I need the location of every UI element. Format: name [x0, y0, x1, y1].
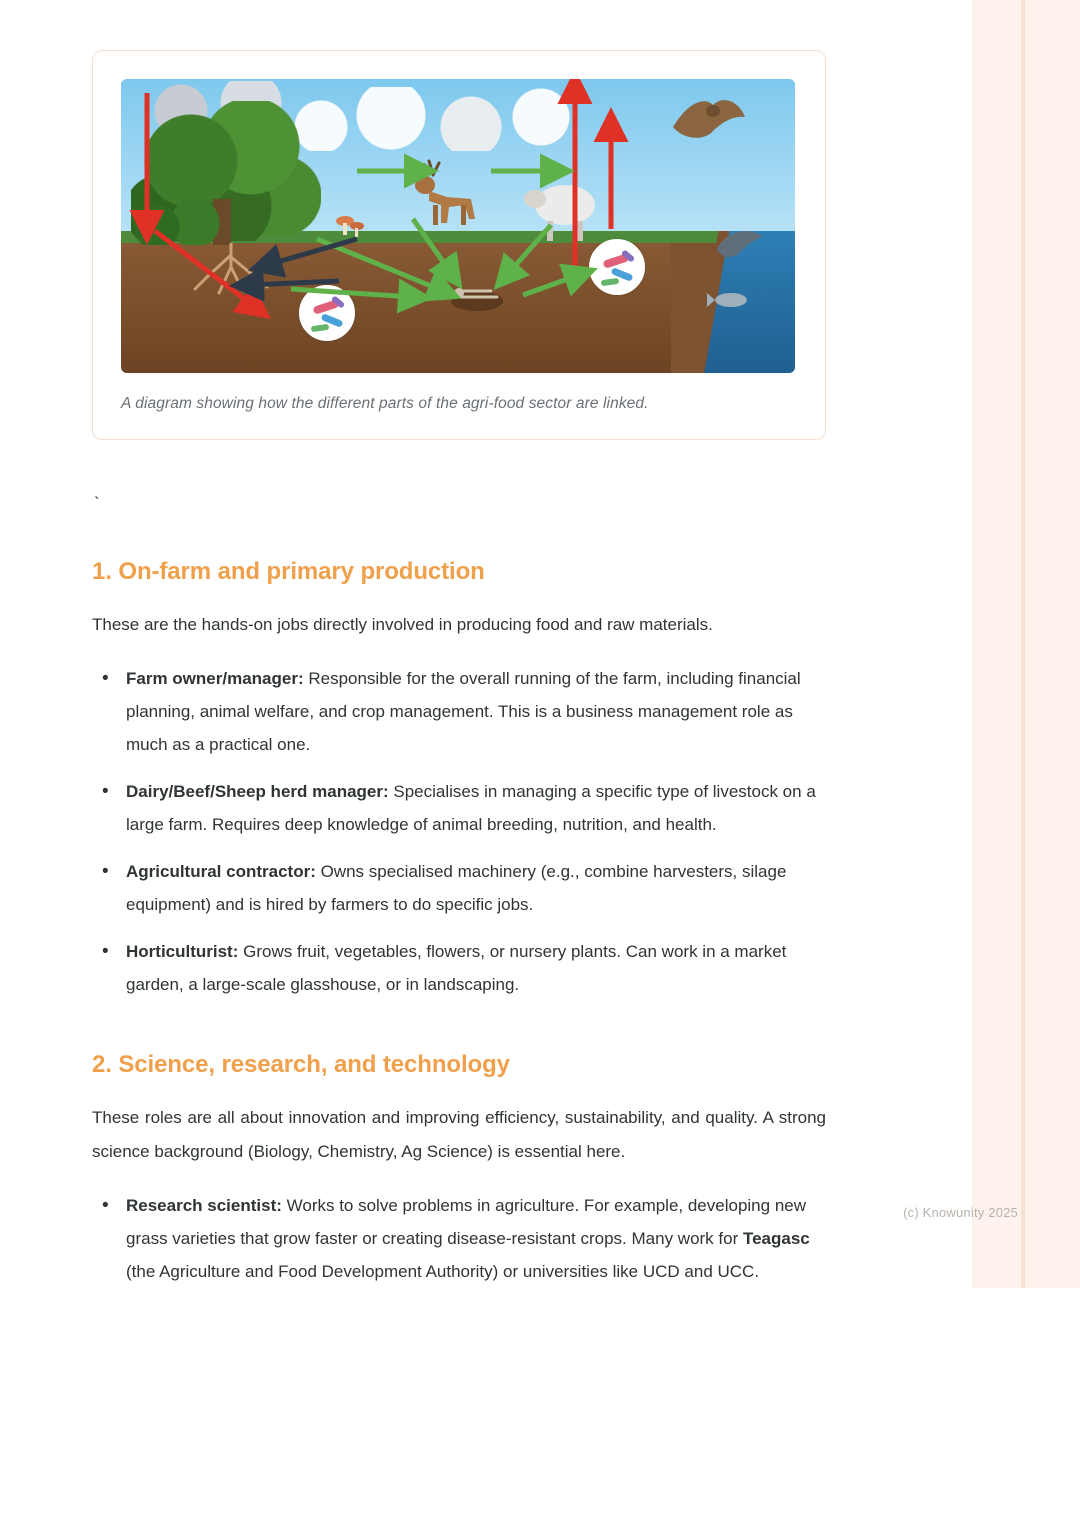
stray-backtick: ` — [94, 494, 100, 513]
section-heading-1: 1. On-farm and primary production — [92, 558, 485, 585]
list-item-text-after: (the Agriculture and Food Development Authority) or universities like UCD and UCC. — [126, 1262, 760, 1281]
list-item-term: Dairy/Beef/Sheep herd manager: — [126, 782, 389, 801]
section-intro-1: These are the hands-on jobs directly involved in producing food and raw materials. — [92, 615, 713, 634]
list-item-term: Agricultural contractor: — [126, 862, 316, 881]
diagram-arrows — [121, 79, 795, 373]
list-item — [126, 855, 826, 921]
list-item-text: Owns specialised machinery (e.g., combine harvesters, silage equipment) and is hired by farmers to do specific jobs. — [126, 862, 787, 914]
list-item — [126, 935, 826, 1001]
list-item-term: Farm owner/manager: — [126, 669, 304, 688]
list-item-text: Responsible for the overall running of the farm, including financial planning, animal welfare, and crop management. This is a business management role as much as a practical one. — [126, 669, 801, 754]
section-intro-2: These roles are all about innovation and improving efficiency, sustainability, and quality. A strong science background (Biology, Chemistry, Ag Science) is essential here. — [92, 1108, 826, 1161]
section-2-list — [92, 1189, 826, 1288]
section-heading-2: 2. Science, research, and technology — [92, 1051, 510, 1078]
list-item-emphasis: Teagasc — [742, 1229, 810, 1248]
list-item-text: Specialises in managing a specific type of livestock on a large farm. Requires deep knowledge of animal breeding, nutrition, and health. — [126, 782, 816, 834]
figure-card — [92, 50, 826, 440]
list-item-text: Grows fruit, vegetables, flowers, or nursery plants. Can work in a market garden, a large-scale glasshouse, or in landscaping. — [126, 942, 787, 994]
nutrient-cycle-diagram — [121, 79, 795, 373]
page-edge-line — [1021, 0, 1025, 1288]
list-item-text-before: Works to solve problems in agriculture. For example, developing new grass varieties that grow faster or creating disease-resistant crops. Many work for — [126, 1196, 807, 1248]
list-item — [126, 775, 826, 841]
document-content — [92, 0, 826, 1288]
list-item — [126, 662, 826, 761]
list-item-term: Research scientist: — [126, 1196, 282, 1215]
section-1-list — [92, 662, 826, 1001]
list-item — [126, 1189, 826, 1288]
page-edge-decoration — [972, 0, 1080, 1288]
list-item-term: Horticulturist: — [126, 942, 239, 961]
figure-caption: A diagram showing how the different parts of the agri-food sector are linked. — [121, 395, 649, 412]
copyright-watermark: (c) Knowunity 2025 — [903, 1205, 1018, 1220]
